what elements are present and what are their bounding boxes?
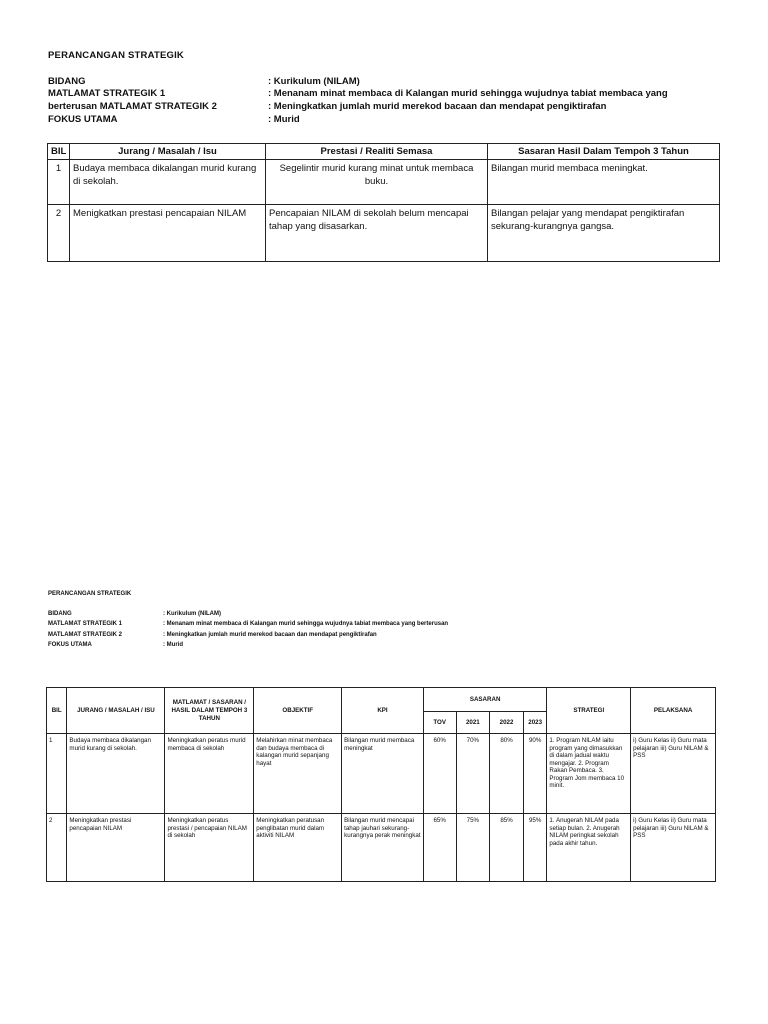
cell-2023: 95% <box>523 814 547 882</box>
cell-2021: 75% <box>456 814 490 882</box>
field-value: : Menanam minat membaca di Kalangan murid sehingga wujudnya tabiat membaca yang <box>268 88 668 99</box>
cell-matlamat: Meningkatkan peratus prestasi / pencapaian NILAM di sekolah <box>165 814 254 882</box>
header-strategi: STRATEGI <box>547 688 631 734</box>
cell-bil: 2 <box>47 814 67 882</box>
field-label: FOKUS UTAMA <box>48 114 118 125</box>
cell-matlamat: Meningkatkan peratus murid membaca di sekolah <box>165 734 254 814</box>
cell-2022: 85% <box>490 814 524 882</box>
table-row <box>47 734 716 814</box>
strategy-summary-table <box>47 143 720 262</box>
cell-bil: 1 <box>47 734 67 814</box>
header-pelaksana: PELAKSANA <box>631 688 716 734</box>
field-value: : Menanam minat membaca di Kalangan murid sehingga wujudnya tabiat membaca yang berterusan <box>163 621 449 627</box>
field-value: : Murid <box>268 114 300 125</box>
field-label: MATLAMAT STRATEGIK 1 <box>48 621 122 627</box>
field-value: : Murid <box>163 642 183 648</box>
field-value: : Kurikulum (NILAM) <box>268 76 360 87</box>
cell-strategi: 1. Program NILAM iaitu program yang dimasukkan di dalam jadual waktu mengajar. 2. Program Rakan Pembaca. 3. Program Jom membaca 10 minit. <box>547 734 631 814</box>
field-label: MATLAMAT STRATEGIK 1 <box>48 88 166 99</box>
table-row <box>48 205 720 262</box>
field-label: FOKUS UTAMA <box>48 642 92 648</box>
cell-tov: 60% <box>423 734 456 814</box>
cell-bil: 1 <box>48 160 70 205</box>
cell-pelaksana: i) Guru Kelas ii) Guru mata pelajaran iii) Guru NILAM & PSS <box>631 814 716 882</box>
section1-title: PERANCANGAN STRATEGIK <box>48 50 184 61</box>
cell-jurang: Budaya membaca dikalangan murid kurang di sekolah. <box>70 160 266 205</box>
header-tov: TOV <box>423 712 456 734</box>
cell-jurang: Menigkatkan prestasi pencapaian NILAM <box>70 205 266 262</box>
cell-2021: 70% <box>456 734 490 814</box>
header-2022: 2022 <box>490 712 524 734</box>
header-kpi: KPI <box>342 688 424 734</box>
header-2023: 2023 <box>523 712 547 734</box>
cell-jurang: Budaya membaca dikalangan murid kurang di sekolah. <box>67 734 165 814</box>
table-row <box>47 814 716 882</box>
field-value: : Meningkatkan jumlah murid merekod bacaan dan mendapat pengiktirafan <box>268 101 607 112</box>
table-row <box>48 160 720 205</box>
header-bil: BIL <box>48 144 70 160</box>
cell-kpi: Bilangan murid mencapai tahap jauhari sekurang-kurangnya perak meningkat <box>342 814 424 882</box>
table-header-row <box>48 144 720 160</box>
table-header-row <box>47 688 716 712</box>
header-bil: BIL <box>47 688 67 734</box>
field-label: berterusan MATLAMAT STRATEGIK 2 <box>48 101 217 112</box>
cell-prestasi: Segelintir murid kurang minat untuk membaca buku. <box>266 160 488 205</box>
cell-sasaran: Bilangan murid membaca meningkat. <box>488 160 720 205</box>
strategy-detail-table <box>46 687 716 882</box>
header-objektif: OBJEKTIF <box>254 688 342 734</box>
section2-title: PERANCANGAN STRATEGIK <box>48 591 132 597</box>
cell-2023: 90% <box>523 734 547 814</box>
cell-bil: 2 <box>48 205 70 262</box>
field-label: BIDANG <box>48 76 86 87</box>
header-sasaran: SASARAN <box>423 688 547 712</box>
header-matlamat: MATLAMAT / SASARAN / HASIL DALAM TEMPOH 3 TAHUN <box>165 688 254 734</box>
cell-sasaran: Bilangan pelajar yang mendapat pengiktirafan sekurang-kurangnya gangsa. <box>488 205 720 262</box>
header-prestasi: Prestasi / Realiti Semasa <box>266 144 488 160</box>
cell-kpi: Bilangan murid membaca meningkat <box>342 734 424 814</box>
cell-2022: 80% <box>490 734 524 814</box>
cell-jurang: Meningkatkan prestasi pencapaian NILAM <box>67 814 165 882</box>
header-jurang: JURANG / MASALAH / ISU <box>67 688 165 734</box>
header-sasaran: Sasaran Hasil Dalam Tempoh 3 Tahun <box>488 144 720 160</box>
cell-strategi: 1. Anugerah NILAM pada setiap bulan. 2. Anugerah NILAM peringkat sekolah pada akhir tahun. <box>547 814 631 882</box>
field-label: BIDANG <box>48 611 72 617</box>
field-value: : Meningkatkan jumlah murid merekod bacaan dan mendapat pengiktirafan <box>163 632 377 638</box>
cell-tov: 65% <box>423 814 456 882</box>
cell-objektif: Melahirkan minat membaca dan budaya membaca di kalangan murid sepanjang hayat <box>254 734 342 814</box>
header-jurang: Jurang / Masalah / Isu <box>70 144 266 160</box>
cell-objektif: Meningkatkan peratusan penglibatan murid dalam aktiviti NILAM <box>254 814 342 882</box>
header-2021: 2021 <box>456 712 490 734</box>
cell-prestasi: Pencapaian NILAM di sekolah belum mencapai tahap yang disasarkan. <box>266 205 488 262</box>
cell-pelaksana: i) Guru Kelas ii) Guru mata pelajaran iii) Guru NILAM & PSS <box>631 734 716 814</box>
field-value: : Kurikulum (NILAM) <box>163 611 221 617</box>
field-label: MATLAMAT STRATEGIK 2 <box>48 632 122 638</box>
